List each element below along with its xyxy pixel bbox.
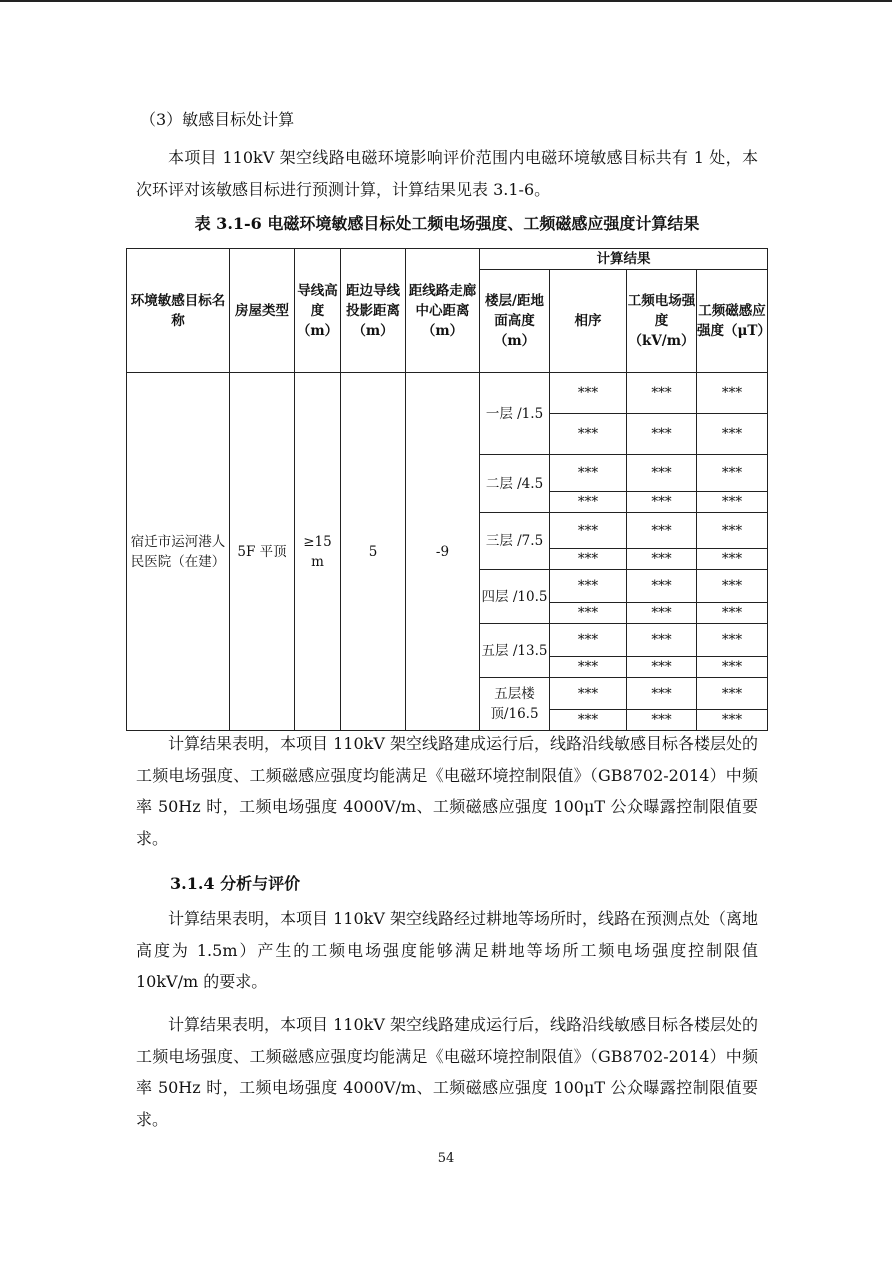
electric-field-cell: *** bbox=[627, 549, 697, 570]
electric-field-cell: *** bbox=[627, 513, 697, 549]
table-title: 表 3.1-6 电磁环境敏感目标处工频电场强度、工频磁感应强度计算结果 bbox=[194, 214, 700, 233]
magnetic-induction-cell: *** bbox=[697, 492, 768, 513]
electric-field-cell: *** bbox=[627, 624, 697, 657]
header-phase-sequence: 相序 bbox=[550, 270, 627, 373]
header-corridor-distance: 距线路走廊中心距离（m） bbox=[406, 249, 480, 373]
magnetic-induction-cell: *** bbox=[697, 414, 768, 455]
magnetic-induction-cell: *** bbox=[697, 624, 768, 657]
floor-height-cell: 四层 /10.5 bbox=[480, 570, 550, 624]
edge-distance-cell: 5 bbox=[341, 373, 406, 731]
electric-field-cell: *** bbox=[627, 570, 697, 603]
electric-field-cell: *** bbox=[627, 678, 697, 710]
phase-sequence-cell: *** bbox=[550, 603, 627, 624]
header-edge-distance: 距边导线投影距离（m） bbox=[341, 249, 406, 373]
section-heading: （3）敏感目标处计算 bbox=[140, 110, 295, 129]
corridor-distance-cell: -9 bbox=[406, 373, 480, 731]
magnetic-induction-cell: *** bbox=[697, 657, 768, 678]
floor-height-cell: 三层 /7.5 bbox=[480, 513, 550, 570]
magnetic-induction-cell: *** bbox=[697, 549, 768, 570]
electric-field-cell: *** bbox=[627, 710, 697, 731]
electric-field-cell: *** bbox=[627, 657, 697, 678]
phase-sequence-cell: *** bbox=[550, 570, 627, 603]
header-target-name: 环境敏感目标名称 bbox=[127, 249, 230, 373]
magnetic-induction-cell: *** bbox=[697, 570, 768, 603]
header-electric-field: 工频电场强度（kV/m） bbox=[627, 270, 697, 373]
phase-sequence-cell: *** bbox=[550, 414, 627, 455]
table-row bbox=[127, 373, 768, 414]
phase-sequence-cell: *** bbox=[550, 624, 627, 657]
subsection-heading: 3.1.4 分析与评价 bbox=[170, 874, 301, 893]
intro-paragraph: 本项目 110kV 架空线路电磁环境影响评价范围内电磁环境敏感目标共有 1 处，本次环评对该敏感目标进行预测计算，计算结果见表 3.1-6。 bbox=[136, 148, 758, 199]
after-table-paragraph: 计算结果表明，本项目 110kV 架空线路建成运行后，线路沿线敏感目标各楼层处的工频电场强度、工频磁感应强度均能满足《电磁环境控制限值》（GB8702-2014）中频率 50Hz 时，工频电场强度 4000V/m、工频磁感应强度 100μT 公众曝露控制限值要求。 bbox=[136, 734, 758, 848]
phase-sequence-cell: *** bbox=[550, 678, 627, 710]
header-magnetic-induction: 工频磁感应强度（μT） bbox=[697, 270, 768, 373]
phase-sequence-cell: *** bbox=[550, 455, 627, 492]
house-type-cell: 5F 平顶 bbox=[230, 373, 295, 731]
electric-field-cell: *** bbox=[627, 603, 697, 624]
results-table-body bbox=[127, 373, 768, 731]
page-number: 54 bbox=[437, 1151, 455, 1166]
electric-field-cell: *** bbox=[627, 373, 697, 414]
page-top-border bbox=[0, 0, 892, 2]
floor-height-cell: 五层楼顶/16.5 bbox=[480, 678, 550, 731]
phase-sequence-cell: *** bbox=[550, 492, 627, 513]
magnetic-induction-cell: *** bbox=[697, 513, 768, 549]
results-table bbox=[126, 248, 771, 731]
phase-sequence-cell: *** bbox=[550, 373, 627, 414]
analysis-paragraph-1: 计算结果表明，本项目 110kV 架空线路经过耕地等场所时，线路在预测点处（离地高度为 1.5m）产生的工频电场强度能够满足耕地等场所工频电场强度控制限值 10kV/m 的要求。 bbox=[136, 909, 758, 991]
electric-field-cell: *** bbox=[627, 455, 697, 492]
header-floor-height: 楼层/距地面高度（m） bbox=[480, 270, 550, 373]
phase-sequence-cell: *** bbox=[550, 710, 627, 731]
target-name-cell: 宿迁市运河港人民医院（在建） bbox=[127, 373, 230, 731]
magnetic-induction-cell: *** bbox=[697, 455, 768, 492]
floor-height-cell: 一层 /1.5 bbox=[480, 373, 550, 455]
header-house-type: 房屋类型 bbox=[230, 249, 295, 373]
analysis-paragraph-2: 计算结果表明，本项目 110kV 架空线路建成运行后，线路沿线敏感目标各楼层处的工频电场强度、工频磁感应强度均能满足《电磁环境控制限值》（GB8702-2014）中频率 50Hz 时，工频电场强度 4000V/m、工频磁感应强度 100μT 公众曝露控制限值要求。 bbox=[136, 1015, 758, 1129]
header-wire-height: 导线高度（m） bbox=[295, 249, 341, 373]
electric-field-cell: *** bbox=[627, 492, 697, 513]
electric-field-cell: *** bbox=[627, 414, 697, 455]
magnetic-induction-cell: *** bbox=[697, 710, 768, 731]
magnetic-induction-cell: *** bbox=[697, 373, 768, 414]
header-calc-results: 计算结果 bbox=[480, 249, 768, 270]
magnetic-induction-cell: *** bbox=[697, 678, 768, 710]
floor-height-cell: 二层 /4.5 bbox=[480, 455, 550, 513]
phase-sequence-cell: *** bbox=[550, 549, 627, 570]
phase-sequence-cell: *** bbox=[550, 657, 627, 678]
floor-height-cell: 五层 /13.5 bbox=[480, 624, 550, 678]
magnetic-induction-cell: *** bbox=[697, 603, 768, 624]
wire-height-cell: ≥15 m bbox=[295, 373, 341, 731]
phase-sequence-cell: *** bbox=[550, 513, 627, 549]
